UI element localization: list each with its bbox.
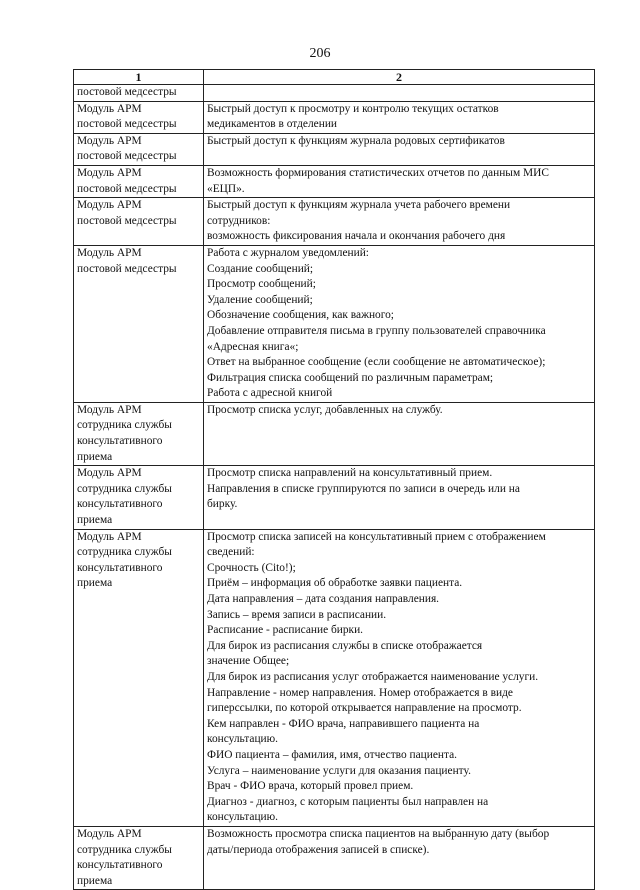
module-cell — [74, 198, 204, 246]
description-line: медикаментов в отделении — [207, 118, 338, 131]
description-line: консультацию. — [207, 733, 279, 746]
table-row — [74, 529, 595, 826]
module-line: постовой медсестры — [77, 118, 177, 131]
description-cell — [204, 133, 595, 165]
description-line: «Адресная книга«; — [207, 340, 299, 353]
description-cell — [204, 466, 595, 529]
module-line: консультативного — [77, 859, 163, 872]
module-line: постовой медсестры — [77, 182, 177, 195]
module-cell — [74, 529, 204, 826]
module-line: сотрудника службы — [77, 546, 172, 559]
description-line: Быстрый доступ к просмотру и контролю текущих остатков — [207, 102, 499, 115]
module-line: постовой медсестры — [77, 214, 177, 227]
module-line: консультативного — [77, 498, 163, 511]
table-row — [74, 245, 595, 402]
table-row — [74, 85, 595, 102]
description-line: Быстрый доступ к функциям журнала родовых сертификатов — [207, 134, 505, 147]
description-line: Работа с журналом уведомлений: — [207, 246, 369, 259]
module-cell — [74, 85, 204, 102]
description-line: возможность фиксирования начала и окончания рабочего дня — [207, 230, 506, 243]
table-row — [74, 402, 595, 465]
module-cell — [74, 101, 204, 133]
description-line: «ЕЦП». — [207, 182, 245, 195]
description-cell — [204, 529, 595, 826]
module-line: приема — [77, 874, 113, 887]
description-line: Диагноз - диагноз, с которым пациенты был направлен на — [207, 795, 489, 808]
module-line: постовой медсестры — [77, 262, 177, 275]
description-line: Удаление сообщений; — [207, 293, 313, 306]
module-cell — [74, 165, 204, 197]
description-line: консультацию. — [207, 811, 279, 824]
module-line: приема — [77, 577, 113, 590]
table-row — [74, 101, 595, 133]
module-cell — [74, 245, 204, 402]
description-line: Запись – время записи в расписании. — [207, 608, 387, 621]
description-cell — [204, 198, 595, 246]
description-line: Возможность просмотра списка пациентов на выбранную дату (выбор — [207, 827, 550, 840]
description-line: Работа с адресной книгой — [207, 387, 333, 400]
module-line: постовой медсестры — [77, 150, 177, 163]
page-number: 206 — [309, 46, 331, 61]
description-line: Врач - ФИО врача, который провел прием. — [207, 780, 414, 793]
module-line: сотрудника службы — [77, 482, 172, 495]
description-line: Ответ на выбранное сообщение (если сообщение не автоматическое); — [207, 356, 546, 369]
table-row — [74, 198, 595, 246]
table-body — [74, 85, 595, 890]
description-line: Расписание - расписание бирки. — [207, 624, 364, 637]
module-line: приема — [77, 514, 113, 527]
description-line: Срочность (Cito!); — [207, 561, 296, 574]
description-cell — [204, 826, 595, 889]
description-line: сотрудников: — [207, 214, 271, 227]
description-line: гиперссылки, по которой открывается направление на просмотр. — [207, 702, 522, 715]
module-cell — [74, 402, 204, 465]
table-row — [74, 466, 595, 529]
column-header-1: 1 — [74, 70, 204, 85]
table-row — [74, 133, 595, 165]
module-cell — [74, 466, 204, 529]
description-line: Просмотр списка направлений на консультативный прием. — [207, 467, 493, 480]
description-line: Просмотр списка записей на консультативный прием с отображением — [207, 530, 546, 543]
description-line: Просмотр сообщений; — [207, 278, 316, 291]
description-cell — [204, 245, 595, 402]
column-header-2: 2 — [204, 70, 595, 85]
description-cell — [204, 402, 595, 465]
module-line: постовой медсестры — [77, 86, 177, 98]
description-line: Кем направлен - ФИО врача, направившего пациента на — [207, 717, 480, 730]
module-line: Модуль АРМ — [77, 827, 142, 840]
description-line: Добавление отправителя письма в группу пользователей справочника — [207, 324, 546, 337]
module-line: сотрудника службы — [77, 843, 172, 856]
description-line: даты/периода отображения записей в списке). — [207, 843, 430, 856]
table-row — [74, 165, 595, 197]
description-cell — [204, 101, 595, 133]
module-line: консультативного — [77, 435, 163, 448]
module-line: Модуль АРМ — [77, 530, 142, 543]
module-line: Модуль АРМ — [77, 102, 142, 115]
description-line: значение Общее; — [207, 655, 290, 668]
description-line: Для бирок из расписания услуг отображается наименование услуги. — [207, 670, 539, 683]
description-line: Фильтрация списка сообщений по различным параметрам; — [207, 371, 494, 384]
description-cell — [204, 165, 595, 197]
description-line: Создание сообщений; — [207, 262, 314, 275]
description-line: Возможность формирования статистических отчетов по данным МИС — [207, 166, 549, 179]
module-line: Модуль АРМ — [77, 246, 142, 259]
description-line: Для бирок из расписания службы в списке отображается — [207, 639, 483, 652]
description-line: Дата направления – дата создания направления. — [207, 593, 440, 605]
description-line: Быстрый доступ к функциям журнала учета рабочего времени — [207, 199, 511, 212]
table-row — [74, 826, 595, 889]
module-line: приема — [77, 450, 113, 463]
description-line: бирку. — [207, 498, 238, 511]
module-line: консультативного — [77, 561, 163, 574]
description-line: Направление - номер направления. Номер отображается в виде — [207, 686, 513, 699]
description-line: Услуга – наименование услуги для оказания пациенту. — [207, 764, 471, 777]
module-line: Модуль АРМ — [77, 199, 142, 212]
module-cell — [74, 826, 204, 889]
description-line: сведений: — [207, 546, 255, 559]
description-line: Просмотр списка услуг, добавленных на службу. — [207, 403, 443, 416]
description-line: ФИО пациента – фамилия, имя, отчество пациента. — [207, 748, 458, 761]
module-line: Модуль АРМ — [77, 403, 142, 416]
description-line: Приём – информация об обработке заявки пациента. — [207, 577, 463, 590]
description-line: Направления в списке группируются по записи в очередь или на — [207, 482, 520, 495]
module-line: Модуль АРМ — [77, 134, 142, 147]
module-line: Модуль АРМ — [77, 467, 142, 480]
module-cell — [74, 133, 204, 165]
table-header-row — [74, 70, 595, 85]
requirements-table — [73, 69, 595, 890]
module-line: сотрудника службы — [77, 419, 172, 432]
description-cell — [204, 85, 595, 102]
description-line: Обозначение сообщения, как важного; — [207, 309, 394, 322]
module-line: Модуль АРМ — [77, 166, 142, 179]
